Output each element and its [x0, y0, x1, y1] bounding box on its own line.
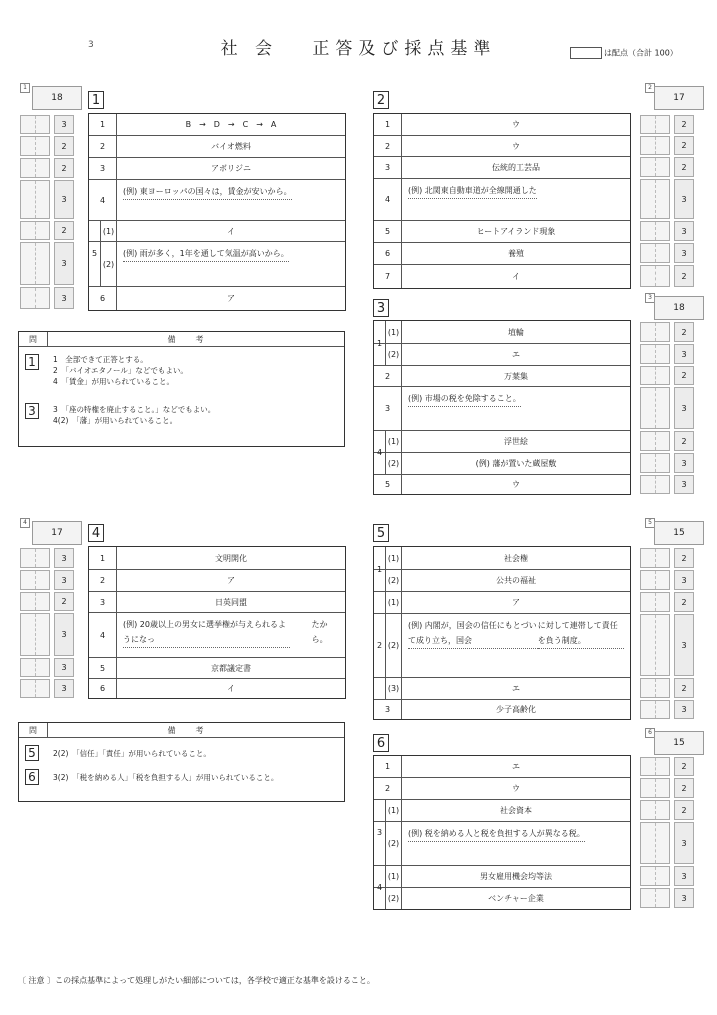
section-6-points [640, 755, 700, 910]
point-value: 3 [674, 614, 694, 676]
answer-cell: (例) 藩が置いた蔵屋敷 [475, 459, 557, 468]
section-5-table [373, 546, 631, 720]
answer-text-cont: たから。 [311, 620, 328, 644]
answer-cell: ウ [512, 480, 520, 489]
section-5-total: 15 [654, 521, 704, 545]
answer-cell: ア [227, 294, 235, 303]
section-3-table [373, 320, 631, 495]
answer-cell: ア [227, 576, 235, 585]
point-cell [640, 344, 700, 364]
notes-box-2 [18, 722, 345, 802]
answer-cell: 日英同盟 [215, 597, 247, 607]
question-number: 3 [374, 157, 402, 178]
answer-cell: イ [227, 226, 235, 236]
table-row [89, 179, 345, 220]
table-row [89, 286, 345, 310]
answer-cell: ヒートアイランド現象 [476, 227, 556, 236]
table-row [89, 157, 345, 179]
section-6-total: 15 [654, 731, 704, 755]
question-number: 4 [374, 865, 386, 909]
table-row [89, 547, 345, 569]
answer-cell: バイオ燃料 [211, 142, 251, 151]
answer-cell: エ [512, 684, 520, 693]
point-value: 3 [54, 287, 74, 309]
table-row [89, 678, 345, 698]
sub-question-number: (2) [101, 242, 117, 286]
answer-cell [117, 180, 345, 220]
answer-cell: ウ [512, 141, 520, 151]
point-value: 3 [674, 179, 694, 219]
point-value: 3 [674, 866, 694, 886]
question-number: 5 [89, 658, 117, 678]
point-value: 3 [54, 242, 74, 285]
notes-box-1 [18, 331, 345, 447]
answer-cell: ベンチャー企業 [488, 894, 544, 903]
section-2-table [373, 113, 631, 289]
sub-question-number: (1) [386, 321, 402, 343]
sub-question-number: (2) [386, 888, 402, 909]
point-value: 3 [54, 115, 74, 134]
point-value: 2 [674, 678, 694, 698]
point-cell [640, 136, 700, 155]
point-value: 3 [674, 243, 694, 263]
section-3-points [640, 320, 700, 495]
section-1-points [20, 113, 80, 311]
point-value: 3 [54, 658, 74, 677]
points-legend [570, 47, 678, 59]
point-cell [640, 678, 700, 698]
answer-text-cont: に対して連帯して責任を負う制度。 [538, 618, 624, 649]
point-value: 3 [674, 387, 694, 429]
section-6-table [373, 755, 631, 910]
table-row [89, 114, 345, 135]
point-value: 3 [674, 453, 694, 473]
point-cell [640, 243, 700, 263]
point-value: 2 [674, 265, 694, 287]
point-cell [640, 387, 700, 429]
question-number: 3 [89, 592, 117, 612]
question-number: 2 [89, 570, 117, 591]
point-value: 2 [674, 431, 694, 451]
table-row [374, 474, 630, 494]
question-number: 6 [89, 679, 117, 698]
answer-cell: ウ [512, 120, 520, 129]
section-4-number: 4 [88, 524, 104, 542]
question-number: 2 [374, 366, 402, 386]
answer-cell: アボリジニ [211, 164, 251, 173]
question-number: 5 [374, 475, 402, 494]
answer-cell: 伝統的工芸品 [492, 163, 540, 172]
page-number: 3 [88, 40, 94, 50]
question-number: 3 [89, 158, 117, 179]
table-row [374, 865, 630, 887]
point-value: 3 [54, 679, 74, 698]
table-row [374, 547, 630, 569]
point-value: 2 [674, 548, 694, 568]
table-row [374, 264, 630, 288]
question-number: 1 [374, 547, 386, 591]
point-cell [640, 431, 700, 451]
section-1-tag: 1 [20, 83, 30, 93]
notes-section-number: 3 [25, 403, 39, 419]
point-cell [20, 287, 80, 309]
point-value: 3 [674, 822, 694, 864]
table-row [374, 677, 630, 699]
notes-text: 3 「座の特権を廃止すること。」などでもよい。 4(2) 「藩」が用いられていること。 [53, 405, 216, 425]
point-cell [640, 570, 700, 590]
sub-question-number: (2) [386, 453, 402, 474]
notes-text: 1 全部できて正答とする。 2 「バイオエタノール」などでもよい。 4 「賃金」が用いられていること。 [53, 355, 188, 386]
section-3-tag: 3 [645, 293, 655, 303]
answer-text: (例) 市場の税を免除すること。 [408, 391, 521, 407]
table-row [374, 699, 630, 719]
sub-question-number: (2) [386, 614, 402, 677]
answer-text: (例) 内閣が，国会の信任にもとづいて成り立ち，国会 [408, 618, 538, 649]
section-6-tag: 6 [645, 728, 655, 738]
table-row [374, 220, 630, 242]
answer-cell [402, 179, 630, 220]
point-cell [20, 180, 80, 219]
sub-question-number: (2) [386, 344, 402, 365]
point-cell [640, 453, 700, 473]
point-value: 2 [674, 366, 694, 385]
section-1-total: 18 [32, 86, 82, 110]
table-row [374, 569, 630, 591]
table-row [374, 887, 630, 909]
table-row [89, 657, 345, 678]
answer-cell [402, 387, 630, 430]
point-value: 3 [54, 570, 74, 590]
table-row [374, 613, 630, 677]
answer-cell [402, 614, 630, 677]
section-4-table [88, 546, 346, 699]
notes-header-remarks: 備考 [167, 334, 224, 344]
notes-header-remarks: 備考 [167, 725, 224, 735]
point-value: 2 [674, 157, 694, 177]
table-row [374, 756, 630, 777]
question-number: 4 [374, 430, 386, 474]
section-4-points [20, 546, 80, 699]
answer-text: (例) 東ヨーロッパの国々は，賃金が安いから。 [123, 184, 292, 200]
notes-header [19, 723, 344, 738]
section-3-number: 3 [373, 299, 389, 317]
table-row [374, 799, 630, 821]
table-row [374, 321, 630, 343]
point-value: 2 [674, 800, 694, 820]
table-row [374, 365, 630, 386]
answer-text: (例) 北関東自動車道が全線開通した [408, 183, 537, 199]
sub-question-number: (1) [101, 221, 117, 241]
question-number: 7 [374, 265, 402, 288]
notes-section-number: 6 [25, 769, 39, 785]
answer-cell [117, 242, 345, 286]
answer-cell: B → D → C → A [185, 120, 277, 129]
point-value: 2 [674, 136, 694, 155]
point-cell [20, 592, 80, 611]
point-cell [640, 700, 700, 719]
point-value: 2 [54, 136, 74, 156]
point-value: 2 [674, 115, 694, 134]
section-2-points [640, 113, 700, 289]
table-row [374, 242, 630, 264]
section-6-number: 6 [373, 734, 389, 752]
notes-header-question: 問 [19, 332, 48, 346]
question-number: 6 [89, 287, 117, 310]
question-number: 2 [89, 136, 117, 157]
answer-cell: 文明開化 [215, 553, 247, 563]
point-cell [640, 475, 700, 494]
answer-text: (例) 雨が多く，1年を通して気温が高いから。 [123, 246, 289, 262]
question-number: 3 [374, 700, 402, 719]
question-number: 2 [374, 591, 386, 699]
point-value: 3 [54, 548, 74, 568]
point-cell [20, 136, 80, 156]
answer-cell: エ [512, 350, 520, 359]
point-value: 3 [674, 221, 694, 241]
notes-section-number: 5 [25, 745, 39, 761]
question-number: 6 [374, 243, 402, 264]
section-3-total: 18 [654, 296, 704, 320]
point-cell [640, 778, 700, 798]
answer-cell: イ [512, 272, 520, 281]
sub-question-number: (2) [386, 822, 402, 865]
section-1-table [88, 113, 346, 311]
point-cell [640, 888, 700, 908]
sub-question-number: (1) [386, 547, 402, 569]
question-number: 1 [374, 114, 402, 135]
point-cell [640, 757, 700, 776]
table-row [374, 135, 630, 156]
table-row [374, 452, 630, 474]
point-cell [20, 221, 80, 240]
point-value: 2 [54, 158, 74, 178]
point-value: 3 [54, 613, 74, 656]
section-4-tag: 4 [20, 518, 30, 528]
table-row [374, 343, 630, 365]
question-number: 2 [374, 136, 402, 156]
answer-cell: 社会権 [504, 553, 528, 563]
notes-text: 3(2) 「税を納める人」「税を負担する人」が用いられていること。 [53, 773, 279, 782]
point-value: 2 [54, 221, 74, 240]
question-number: 3 [374, 799, 386, 865]
answer-cell: 少子高齢化 [496, 705, 536, 714]
question-number: 2 [374, 778, 402, 799]
answer-cell: ア [512, 598, 520, 607]
answer-cell: 男女雇用機会均等法 [480, 872, 552, 881]
question-number: 4 [89, 180, 117, 220]
point-value: 2 [54, 592, 74, 611]
point-cell [640, 157, 700, 177]
point-cell [20, 242, 80, 285]
section-5-points [640, 546, 700, 720]
question-number: 1 [374, 321, 386, 365]
point-cell [20, 548, 80, 568]
point-value: 3 [674, 888, 694, 908]
question-number: 1 [89, 114, 117, 135]
point-value: 3 [674, 570, 694, 590]
answer-text: (例) 税を納める人と税を負担する人が異なる税。 [408, 826, 585, 842]
point-value: 3 [674, 475, 694, 494]
section-5-number: 5 [373, 524, 389, 542]
table-row [89, 591, 345, 612]
point-value: 2 [674, 322, 694, 342]
answer-cell [402, 822, 630, 865]
point-cell [20, 115, 80, 134]
section-2-number: 2 [373, 91, 389, 109]
table-row [89, 220, 345, 241]
point-cell [640, 822, 700, 864]
answer-cell: 公共の福祉 [496, 576, 536, 585]
answer-cell: 京都議定書 [211, 663, 251, 673]
table-row [374, 156, 630, 178]
notes-section-number: 1 [25, 354, 39, 370]
answer-cell: ウ [512, 784, 520, 793]
question-number: 4 [374, 179, 402, 220]
point-cell [640, 592, 700, 612]
question-number: 4 [89, 613, 117, 657]
point-value: 2 [674, 592, 694, 612]
sub-question-number: (1) [386, 431, 402, 452]
table-row [374, 386, 630, 430]
point-cell [20, 658, 80, 677]
table-row [374, 114, 630, 135]
point-cell [640, 179, 700, 219]
point-cell [640, 221, 700, 241]
answer-cell: 万葉集 [504, 371, 528, 381]
answer-text: (例) 20歳以上の男女に選挙権が与えられるようになっ [123, 617, 290, 648]
section-2-tag: 2 [645, 83, 655, 93]
question-number: 5 [374, 221, 402, 242]
point-value: 3 [54, 180, 74, 219]
point-value: 2 [674, 778, 694, 798]
footer-note: 〔 注意 〕この採点基準によって処理しがたい細部については，各学校で適正な基準を設けること。 [18, 976, 375, 985]
answer-cell [117, 613, 345, 657]
sub-question-number: (1) [386, 866, 402, 887]
table-row [374, 821, 630, 865]
points-legend-box [570, 47, 602, 59]
point-cell [20, 613, 80, 656]
question-number: 3 [374, 387, 402, 430]
page-title: 社 会 正答及び採点基準 [220, 39, 497, 59]
point-value: 3 [674, 700, 694, 719]
sub-question-number: (1) [386, 592, 402, 613]
question-number: 5 [89, 220, 101, 286]
point-cell [640, 265, 700, 287]
section-5-tag: 5 [645, 518, 655, 528]
point-cell [640, 548, 700, 568]
point-cell [640, 866, 700, 886]
section-1-number: 1 [88, 91, 104, 109]
answer-cell: イ [227, 684, 235, 693]
points-legend-text: は配点（合計 100） [604, 48, 678, 58]
section-4-total: 17 [32, 521, 82, 545]
table-row [89, 569, 345, 591]
table-row [374, 178, 630, 220]
sub-question-number: (2) [386, 570, 402, 591]
point-cell [640, 322, 700, 342]
point-cell [640, 614, 700, 676]
question-number: 1 [374, 756, 402, 777]
point-cell [640, 115, 700, 134]
sub-question-number: (3) [386, 678, 402, 699]
answer-cell: 養殖 [508, 249, 524, 258]
table-row [374, 777, 630, 799]
point-cell [20, 158, 80, 178]
notes-text: 2(2) 「信任」「責任」が用いられていること。 [53, 749, 211, 758]
point-cell [20, 570, 80, 590]
question-number: 1 [89, 547, 117, 569]
notes-header [19, 332, 344, 347]
sub-question-number: (1) [386, 800, 402, 821]
point-cell [640, 800, 700, 820]
notes-header-question: 問 [19, 723, 48, 737]
point-cell [20, 679, 80, 698]
table-row [374, 430, 630, 452]
answer-cell: 埴輪 [508, 327, 524, 337]
table-row [89, 241, 345, 286]
answer-cell: エ [512, 762, 520, 771]
table-row [89, 612, 345, 657]
answer-cell: 社会資本 [500, 806, 532, 815]
section-2-total: 17 [654, 86, 704, 110]
point-value: 3 [674, 344, 694, 364]
answer-cell: 浮世絵 [504, 437, 528, 446]
point-cell [640, 366, 700, 385]
table-row [89, 135, 345, 157]
table-row [374, 591, 630, 613]
point-value: 2 [674, 757, 694, 776]
